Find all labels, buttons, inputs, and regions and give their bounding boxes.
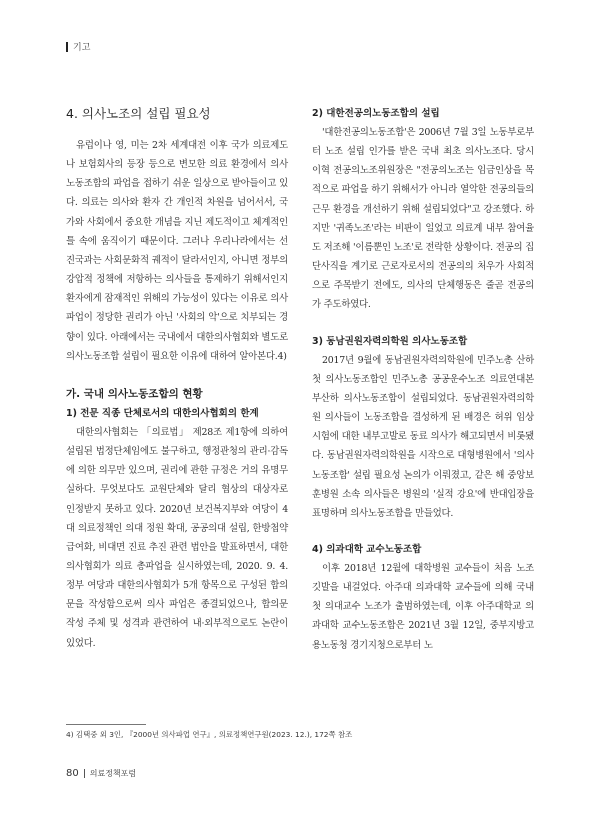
- section-tag-bar: [66, 42, 68, 52]
- item2-title: 2) 대한전공의노동조합의 설립: [312, 108, 440, 119]
- section-heading: 4. 의사노조의 설립 필요성: [66, 106, 211, 121]
- section-tag-label: 기고: [73, 43, 91, 53]
- item1-title: 1) 전문 직종 단체로서의 대한의사협회의 한계: [66, 407, 259, 419]
- item3-body: 2017년 9월에 동남권원자력의학원에 민주노총 산하 첫 의사노동조합인 민주노총 공공운수노조 의료연대본부산하 의사노동조합이 설립되었다. 동남권원자력의학원 의사들이 노동조합을 결성하게 된 배경은 허위 임상시험에 대한 내부고발로 동료 의사가 해고되면서 비롯됐다. 동남권원자력의학원을 시작으로 대형병원에서 '의사노동조합' 설립 필요성 논의가 이뤄졌고, 같은 해 중앙보훈병원 소속 의사들은 병원의 '실적 강요'에 반대입장을 표명하며 의사노동조합을 만들었다.: [312, 354, 534, 519]
- footnote-divider: [66, 724, 146, 725]
- footnote: 4) 김택중 외 3인, 『2000년 의사파업 연구』, 의료정책연구원(2023. 12.), 172쪽 참조: [66, 730, 353, 739]
- right-column: [312, 104, 534, 655]
- page-footer: [66, 768, 136, 779]
- item2-body: '대한전공의노동조합'은 2006년 7월 3일 노동부로부터 노조 설립 인가를 받은 국내 최초 의사노조다. 당시 이혁 전공의노조위원장은 "전공의노조는 임금인상을 목적으로 파업을 하기 위해서가 아니라 열악한 전공의들의 근무 환경을 개선하기 위해 설립되었다"고 강조했다. 하지만 '귀족노조'라는 비판이 일었고 의료계 내부 참여율도 저조해 '이름뿐인 노조'로 전락한 상황이다. 전공의 집단사직을 계기로 근로자로서의 전공의의 처우가 사회적으로 주목받기 전에도, 의사의 단체행동은 줄곧 전공의가 주도하였다.: [312, 127, 534, 311]
- item3-title: 3) 동남권원자력의학원 의사노동조합: [312, 335, 468, 347]
- left-column: [66, 104, 288, 653]
- footer-separator: [84, 769, 85, 778]
- item4-body: 이후 2018년 12월에 대학병원 교수들이 처음 노조 깃발을 내걸었다. 아주대 의과대학 교수들에 의해 국내 첫 의대교수 노조가 출범하였는데, 이후 아주대학교 의과대학 교수노동조합은 2021년 3월 12일, 중부지방고용노동청 경기지청으로부터 노: [312, 562, 534, 651]
- page-number: 80: [66, 768, 79, 779]
- section-tag: [66, 40, 90, 53]
- subsection-heading: 가. 국내 의사노동조합의 현황: [66, 387, 203, 400]
- intro-paragraph: 유럽이나 영, 미는 2차 세계대전 이후 국가 의료제도나 보험회사의 등장 등으로 변모한 의료 환경에서 의사노동조합의 파업을 접하기 쉬운 일상으로 받아들이고 있다. 의료는 의사와 환자 간 개인적 차원을 넘어서서, 국가와 사회에서 중요한 개념을 지닌 제도적이고 체계적인 틀 속에 움직이기 때문이다. 그러나 우리나라에서는 선진국과는 사회문화적 궤적이 달라서인지, 아니면 정부의 강압적 정책에 저항하는 의사들을 통제하기 위해서인지 환자에게 잠재적인 위해의 가능성이 있다는 이유로 의사파업이 정당한 권리가 아닌 '사회의 악'으로 치부되는 경향이 있다. 아래에서는 국내에서 대한의사협회와 별도로 의사노동조합 설립이 필요한 이유에 대하여 알아본다.4): [66, 140, 288, 362]
- item4-title: 4) 의과대학 교수노동조합: [312, 543, 422, 555]
- item1-body: 대한의사협회는 「의료법」 제28조 제1항에 의하여 설립된 법정단체임에도 불구하고, 행정관청의 관리·감독에 의한 의무만 있으며, 권리에 관한 규정은 거의 유명무실하다. 무엇보다도 교원단체와 달리 협상의 대상자로 인정받지 못하고 있다. 2020년 보건복지부와 여당이 4대 의료정책인 의대 정원 확대, 공공의대 설립, 한방첩약 급여화, 비대면 진료 추진 관련 법안을 발표하면서, 대한의사협회가 의료 총파업을 실시하였는데, 2020. 9. 4. 정부 여당과 대한의사협회가 5개 항목으로 구성된 합의문을 작성함으로써 의사 파업은 종결되었으나, 합의문 작성 주체 및 성격과 관련하여 내·외부적으로도 논란이 있었다.: [66, 426, 288, 649]
- journal-name: 의료정책포럼: [89, 769, 137, 778]
